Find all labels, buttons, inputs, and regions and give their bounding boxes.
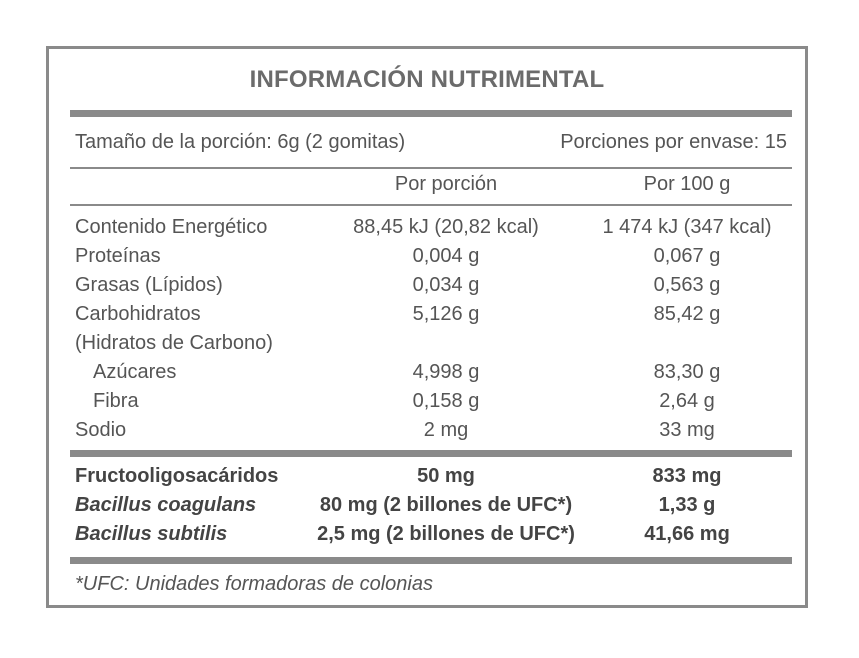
serving-size: Tamaño de la porción: 6g (2 gomitas) [75,131,406,153]
nutrient-per-serving: 0,034 g [412,274,480,296]
nutrient-row [75,332,787,361]
nutrient-label: Fibra [93,390,139,412]
nutrition-facts-panel [46,46,808,608]
extra-per-serving: 80 mg (2 billones de UFC*) [319,494,573,516]
divider-thick-top [70,110,792,117]
nutrient-per-serving: 0,004 g [412,245,480,267]
nutrient-row [75,419,787,448]
nutrient-label: Azúcares [93,361,177,383]
extra-per-100g: 833 mg [652,465,722,487]
divider-thin-1 [70,167,792,169]
nutrient-label: (Hidratos de Carbono) [75,332,273,354]
nutrient-per-100g: 0,067 g [653,245,721,267]
extra-label: Fructooligosacáridos [75,465,279,487]
extra-label: Bacillus coagulans [75,494,257,516]
extra-per-100g: 41,66 mg [644,523,730,545]
extra-per-serving: 2,5 mg (2 billones de UFC*) [317,523,575,545]
nutrient-per-serving: 2 mg [423,419,469,441]
panel-title: INFORMACIÓN NUTRIMENTAL [249,66,605,93]
nutrient-row [75,303,787,332]
nutrient-label: Carbohidratos [75,303,201,325]
nutrient-per-serving: 88,45 kJ (20,82 kcal) [353,216,539,238]
nutrient-per-100g: 2,64 g [659,390,715,412]
nutrient-label: Sodio [75,419,127,441]
nutrient-per-100g: 83,30 g [653,361,721,383]
nutrient-per-serving: 4,998 g [412,361,480,383]
footnote: *UFC: Unidades formadoras de colonias [75,573,433,595]
nutrient-row [75,390,787,419]
header-per-serving: Por porción [394,173,498,195]
nutrient-per-100g: 0,563 g [653,274,721,296]
extra-label: Bacillus subtilis [75,523,228,545]
divider-thin-2 [70,204,792,206]
header-per-100g: Por 100 g [643,173,731,195]
nutrient-label: Contenido Energético [75,216,268,238]
nutrient-row [75,245,787,274]
serving-info [75,131,787,154]
nutrient-per-serving: 5,126 g [412,303,480,325]
servings-per-container: Porciones por envase: 15 [560,131,787,153]
nutrient-per-serving: 0,158 g [412,390,480,412]
divider-thick-bottom [70,557,792,564]
divider-thick-middle [70,450,792,457]
nutrient-per-100g: 33 mg [659,419,715,441]
nutrient-row [75,216,787,245]
extra-row [75,465,787,494]
extra-row [75,494,787,523]
extra-row [75,523,787,552]
nutrient-label: Grasas (Lípidos) [75,274,223,296]
extra-per-serving: 50 mg [417,465,475,487]
nutrient-label: Proteínas [75,245,161,267]
nutrient-per-100g: 85,42 g [653,303,721,325]
nutrient-row [75,361,787,390]
nutrient-row [75,274,787,303]
extra-per-100g: 1,33 g [658,494,716,516]
nutrient-per-100g: 1 474 kJ (347 kcal) [602,216,772,238]
